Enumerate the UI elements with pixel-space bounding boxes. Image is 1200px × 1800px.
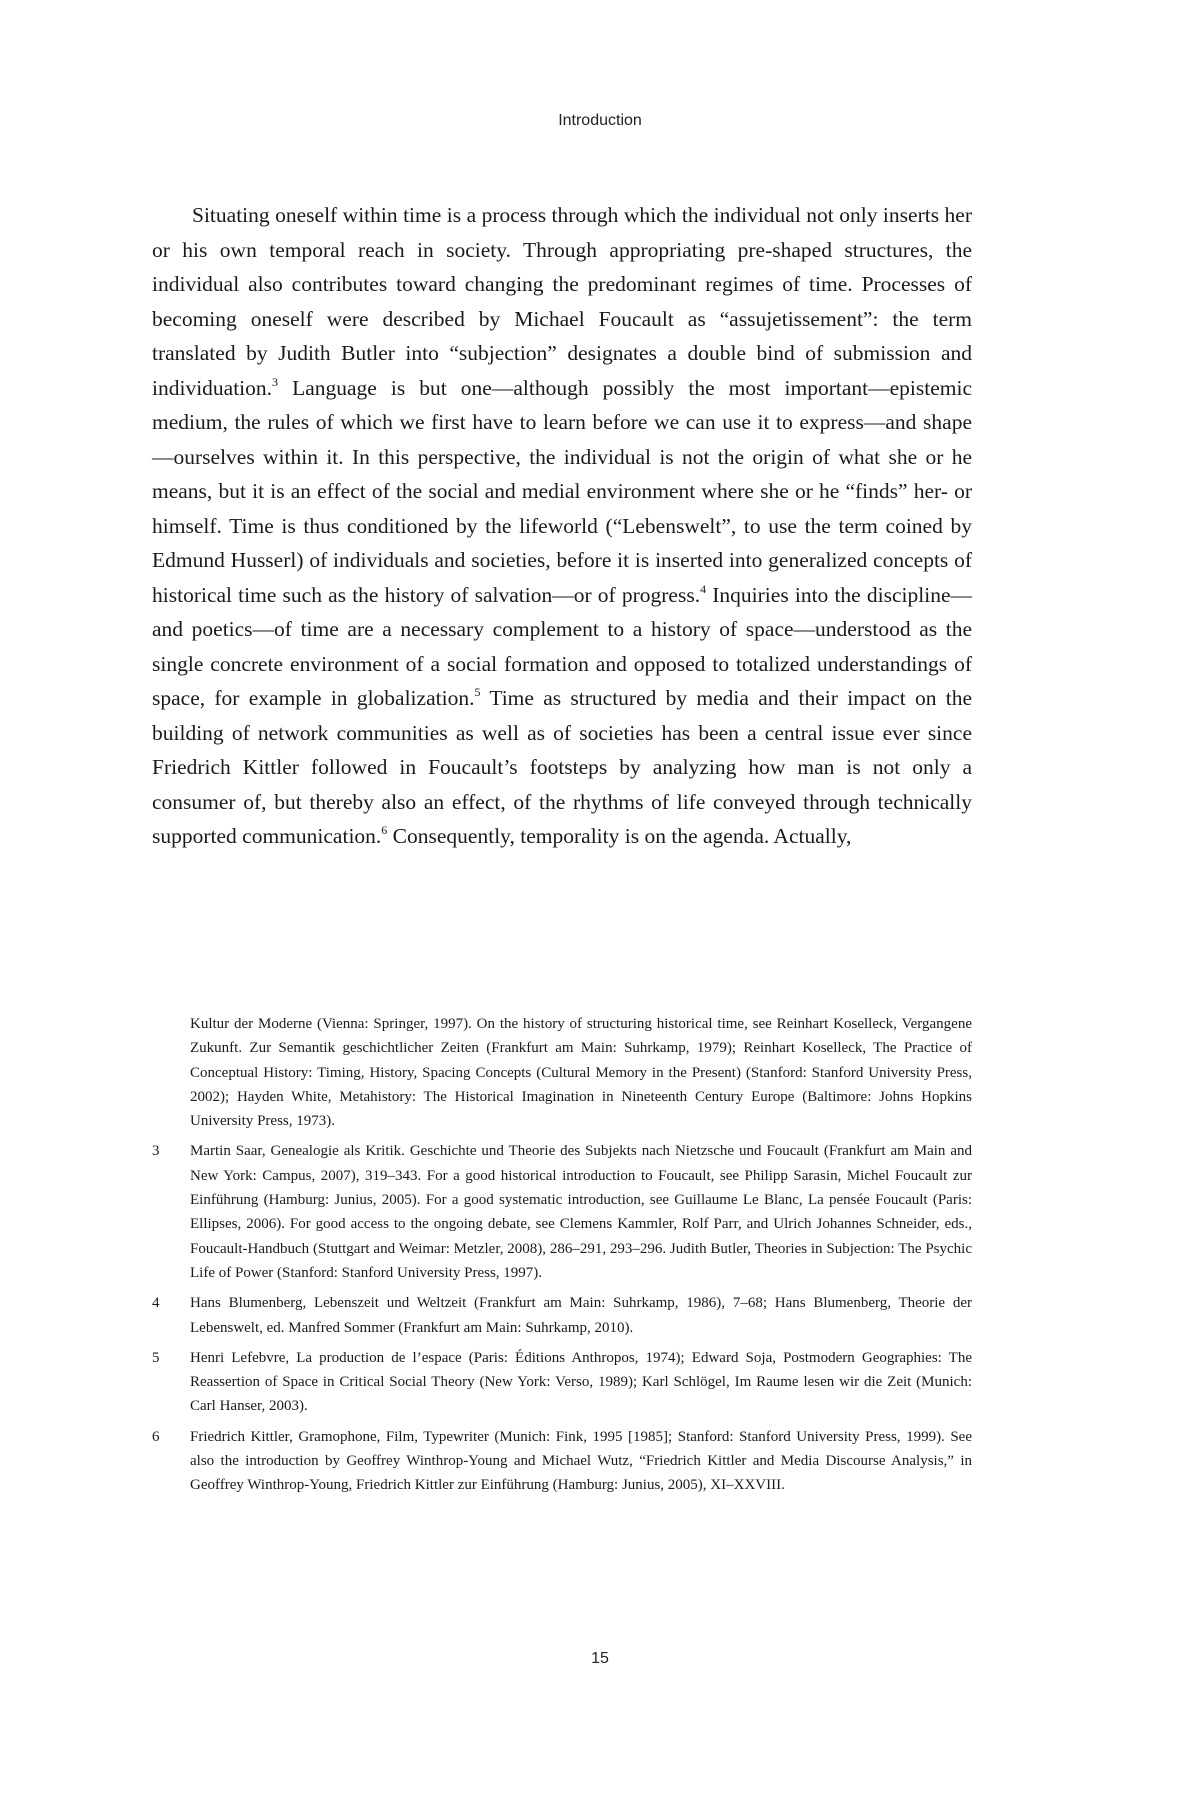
footnote [152, 1291, 972, 1340]
body-paragraph [152, 198, 972, 854]
footnote-number: 5 [152, 1349, 160, 1366]
footnote-reference: 4 [700, 581, 707, 596]
footnote-number: 6 [152, 1428, 160, 1445]
footnote-number: 4 [152, 1295, 160, 1312]
footnote [152, 1425, 972, 1498]
footnote-text: Hans Blumenberg, Lebenszeit und Weltzeit (Frankfurt am Main: Suhrkamp, 1986), 7–68; Hans Blumenberg, Theorie der Lebenswelt, ed. Manfred Sommer (Frankfurt am Main: Suhrkamp, 2010). [190, 1295, 972, 1336]
running-head: Introduction [558, 112, 642, 129]
footnote [152, 1139, 972, 1285]
footnote-reference: 5 [474, 685, 481, 699]
footnote-number: 3 [152, 1143, 160, 1160]
paragraph-text: Inquiries into the discipline—and poetics—of time are a necessary complement to a history of space—understood as the single concrete environment of a social formation and opposed to totalized understandings of space, for example in globalization. [152, 582, 972, 710]
footnote-reference: 3 [272, 374, 279, 389]
footnote [152, 1346, 972, 1419]
paragraph-text: Consequently, temporality is on the agenda. Actually, [387, 824, 852, 848]
footnote-text: Friedrich Kittler, Gramophone, Film, Typewriter (Munich: Fink, 1995 [1985]; Stanford: Stanford University Press, 1999). See also the introduction by Geoffrey Winthrop-Young and Michael Wutz, “Friedrich Kittler and Media Discourse Analysis,” in Geoffrey Winthrop-Young, Friedrich Kittler zur Einführung (Hamburg: Junius, 2005), XI–XXVIII. [190, 1428, 972, 1494]
footnote-text: Martin Saar, Genealogie als Kritik. Geschichte und Theorie des Subjekts nach Nietzsche und Foucault (Frankfurt am Main and New York: Campus, 2007), 319–343. For a good historical introduction to Foucault, see Philipp Sarasin, Michel Foucault zur Einführung (Hamburg: Junius, 2005). For a good systematic introduction, see Guillaume Le Blanc, La pensée Foucault (Paris: Ellipses, 2006). For good access to the ongoing debate, see Clemens Kammler, Rolf Parr, and Ulrich Johannes Schneider, eds., Foucault-Handbuch (Stuttgart and Weimar: Metzler, 2008), 286–291, 293–296. Judith Butler, Theories in Subjection: The Psychic Life of Power (Stanford: Stanford University Press, 1997). [190, 1143, 972, 1281]
footnote-continuation: Kultur der Moderne (Vienna: Springer, 1997). On the history of structuring historical time, see Reinhart Koselleck, Vergangene Zukunft. Zur Semantik geschichtlicher Zeiten (Frankfurt am Main: Suhrkamp, 1979); Reinhart Koselleck, The Practice of Conceptual History: Timing, History, Spacing Concepts (Cultural Memory in the Present) (Stanford: Stanford University Press, 2002); Hayden White, Metahistory: The Historical Imagination in Nineteenth Century Europe (Baltimore: Johns Hopkins University Press, 1973). [190, 1016, 972, 1130]
footnote-reference: 6 [381, 823, 388, 837]
footnotes [152, 1012, 972, 1504]
paragraph-text: Language is but one—although possibly the most important—epistemic medium, the rules of which we first have to learn before we can use it to express—and shape—ourselves within it. In this perspective, the individual is not the origin of what she or he means, but it is an effect of the social and medial environment where she or he “finds” her- or himself. Time is thus conditioned by the lifeworld (“Lebenswelt”, to use the term coined by Edmund Husserl) of individuals and societies, before it is inserted into generalized concepts of historical time such as the history of salvation—or of progress. [152, 375, 972, 607]
page-number: 15 [591, 1650, 609, 1667]
footnote-text: Henri Lefebvre, La production de l’espace (Paris: Éditions Anthropos, 1974); Edward Soja, Postmodern Geographies: The Reassertion of Space in Critical Social Theory (New York: Verso, 1989); Karl Schlögel, Im Raume lesen wir die Zeit (Munich: Carl Hanser, 2003). [190, 1349, 972, 1415]
paragraph-text: Time as structured by media and their impact on the building of network communities as well as of societies has been a central issue ever since Friedrich Kittler followed in Foucault’s footsteps by analyzing how man is not only a consumer of, but thereby also an effect, of the rhythms of life conveyed through technically supported communication. [152, 686, 973, 848]
paragraph-text: Situating oneself within time is a process through which the individual not only inserts her or his own temporal reach in society. Through appropriating pre-shaped structures, the individual also contributes toward changing the predominant regimes of time. Processes of becoming oneself were described by Michael Foucault as “assujetissement”: the term translated by Judith Butler into “subjection” designates a double bind of submission and individuation. [152, 203, 972, 400]
